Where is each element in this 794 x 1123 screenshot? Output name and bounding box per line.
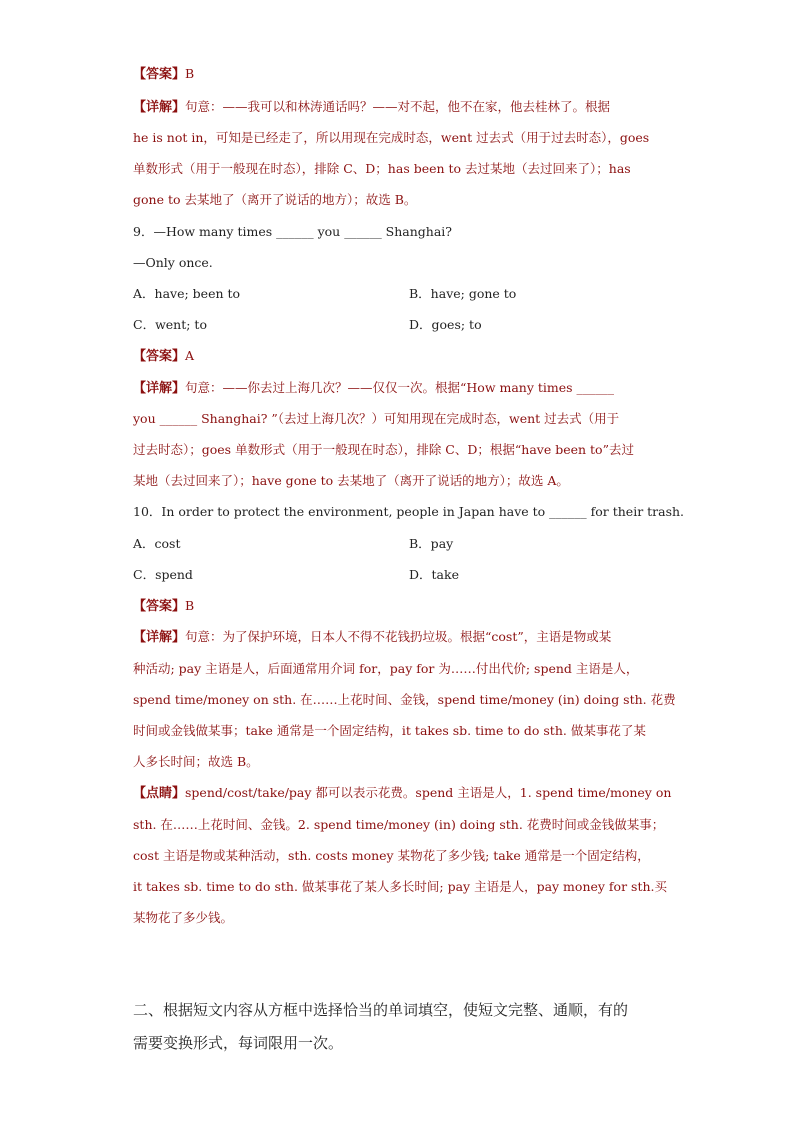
q10-detail-line-1 bbox=[133, 627, 611, 648]
q10-tip-line-5: 某物花了多少钱。 bbox=[133, 910, 234, 925]
answer-tag: 【答案】 bbox=[133, 349, 186, 364]
q10-answer-line bbox=[133, 596, 194, 617]
q10-detail-line-4: 时间或金钱做某事；take 通常是一个固定结构，it takes sb. time to do sth. 做某事花了某 bbox=[133, 723, 646, 738]
q10-detail-text-1: 句意：为了保护环境，日本人不得不花钱扔垃圾。根据“cost”，主语是物或某 bbox=[185, 629, 612, 644]
q10-option-b: B．pay bbox=[409, 536, 454, 551]
section-2-heading-line-1: 二、根据短文内容从方框中选择恰当的单词填空，使短文完整、通顺，有的 bbox=[133, 1001, 629, 1019]
q9-option-d: D．goes; to bbox=[409, 317, 482, 332]
q10-tip-line-3: cost 主语是物或某种活动，sth. costs money 某物花了多少钱; take 通常是一个固定结构， bbox=[133, 848, 650, 863]
q10-option-d: D．take bbox=[409, 567, 459, 582]
q10-detail-line-2: 种活动; pay 主语是人，后面通常用介词 for，pay for 为……付出代价; spend 主语是人， bbox=[133, 661, 639, 676]
q8-answer-line bbox=[133, 64, 194, 85]
q9-detail-line-2: you ______ Shanghai? ”（去过上海几次？）可知用现在完成时态，went 过去式（用于 bbox=[133, 411, 620, 426]
q9-option-b: B．have; gone to bbox=[409, 286, 517, 301]
q10-answer: B bbox=[185, 598, 195, 613]
q9-reply: —Only once. bbox=[133, 255, 213, 270]
q8-detail-line-4: gone to 去某地了（离开了说话的地方）；故选 B。 bbox=[133, 192, 417, 207]
q9-option-c: C．went; to bbox=[133, 317, 207, 332]
q8-detail-line-2: he is not in，可知是已经走了，所以用现在完成时态，went 过去式（用于过去时态），goes bbox=[133, 130, 650, 145]
q9-answer: A bbox=[185, 348, 195, 363]
answer-tag: 【答案】 bbox=[133, 67, 186, 82]
q10-tip-line-4: it takes sb. time to do sth. 做某事花了某人多长时间; pay 主语是人，pay money for sth.买 bbox=[133, 879, 667, 894]
q10-stem: 10．In order to protect the environment, people in Japan have to ______ for their trash. bbox=[133, 504, 685, 519]
q8-detail-line-1 bbox=[133, 97, 610, 118]
q10-tip-text-1: spend/cost/take/pay 都可以表示花费。spend 主语是人，1. spend time/money on bbox=[185, 785, 672, 800]
detail-tag: 【详解】 bbox=[133, 630, 186, 645]
q8-detail-line-3: 单数形式（用于一般现在时态），排除 C、D；has been to 去过某地（去过回来了）；has bbox=[133, 161, 631, 176]
detail-tag: 【详解】 bbox=[133, 381, 186, 396]
q10-detail-line-5: 人多长时间；故选 B。 bbox=[133, 754, 259, 769]
q9-detail-line-1 bbox=[133, 378, 614, 399]
q9-option-a: A．have; been to bbox=[133, 286, 241, 301]
answer-tag: 【答案】 bbox=[133, 599, 186, 614]
q9-stem: 9．—How many times ______ you ______ Shanghai? bbox=[133, 224, 452, 239]
tip-tag: 【点睛】 bbox=[133, 786, 186, 801]
q8-detail-text-1: 句意：——我可以和林涛通话吗？——对不起，他不在家，他去桂林了。根据 bbox=[185, 99, 611, 114]
q10-option-a: A．cost bbox=[133, 536, 181, 551]
q9-answer-line bbox=[133, 346, 194, 367]
q10-option-c: C．spend bbox=[133, 567, 193, 582]
q9-detail-line-4: 某地（去过回来了）；have gone to 去某地了（离开了说话的地方）；故选 A。 bbox=[133, 473, 569, 488]
q10-detail-line-3: spend time/money on sth. 在……上花时间、金钱，spend time/money (in) doing sth. 花费 bbox=[133, 692, 676, 707]
section-2-heading-line-2: 需要变换形式，每词限用一次。 bbox=[133, 1034, 344, 1052]
q10-tip-line-1 bbox=[133, 783, 671, 804]
q9-detail-text-1: 句意：——你去过上海几次？——仅仅一次。根据“How many times ______ bbox=[185, 380, 615, 395]
q9-detail-line-3: 过去时态）；goes 单数形式（用于一般现在时态），排除 C、D；根据“have been to”去过 bbox=[133, 442, 634, 457]
q8-answer: B bbox=[185, 66, 195, 81]
q10-tip-line-2: sth. 在……上花时间、金钱。2. spend time/money (in) doing sth. 花费时间或金钱做某事； bbox=[133, 817, 665, 832]
detail-tag: 【详解】 bbox=[133, 100, 186, 115]
